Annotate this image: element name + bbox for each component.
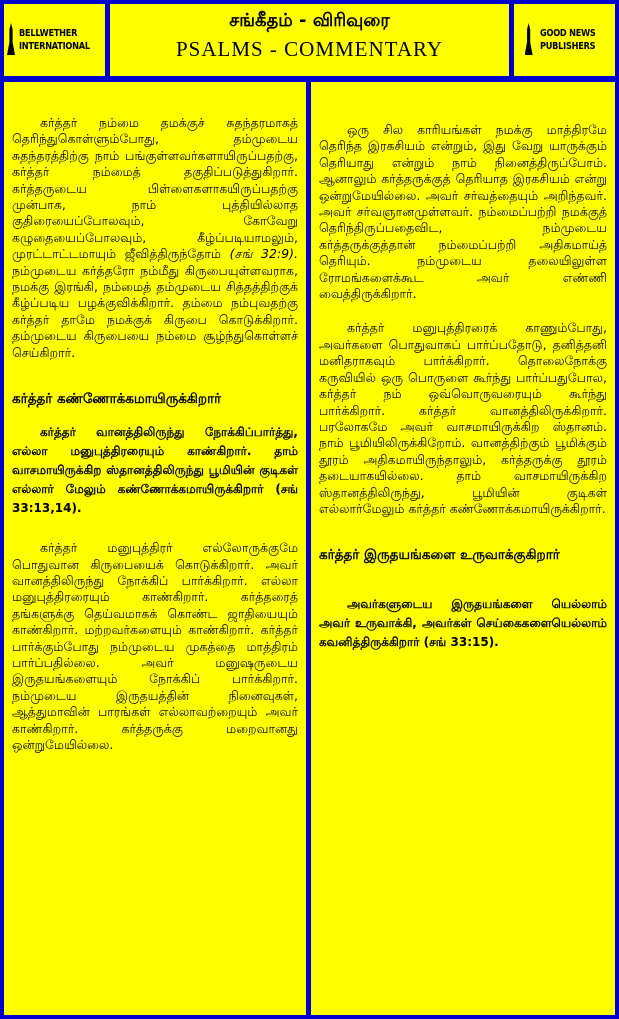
title-tamil: சங்கீதம் - விரிவுரை [229, 10, 390, 31]
lighthouse-icon [4, 21, 15, 59]
bellwether-logo [4, 4, 105, 76]
right-paragraph-2: கர்த்தர் மனுபுத்திரரைக் காணும்போது, அவர்களை பொதுவாகப் பார்ப்பதோடு, தனித்தனி மனிதராகவும் பார்க்கிறார். தொலைநோக்கு கருவியில் ஒரு பொருளை கூர்ந்து பார்ப்பதுபோல, கர்த்தர் நம் ஒவ்வொருவரையும் கூர்ந்து பார்க்கிறார். கர்த்தர் வானத்திலிருக்கிறார். பரலோகமே அவர் வாசமாயிருக்கிற ஸ்தானம். நாம் பூமியிலிருக்கிறோம். வானத்திற்கும் பூமிக்கும் தூரம் அதிகமாயிருந்தாலும், கர்த்தருக்கு தூரம் தடையாகயில்லை. தாம் வாசமாயிருக்கிற ஸ்தானத்திலிருந்து, பூமியின் குடிகள் எல்லார்மேலும் கர்த்தர் கண்ணோக்கமாயிருக்கிறார். [319, 320, 607, 516]
left-heading-1: கர்த்தர் கண்ணோக்கமாயிருக்கிறார் [12, 391, 222, 408]
logo-line1: BELLWETHER [18, 28, 77, 39]
right-verse-1: அவர்களுடைய இருதயங்களை யெல்லாம் அவர் உருவாக்கி, அவர்கள் செய்கைகளையெல்லாம் கவனித்திருக்கிறார் (சங் 33:15). [319, 597, 607, 650]
right-paragraph-1: ஒரு சில காரியங்கள் நமக்கு மாத்திரமே தெரிந்த இரகசியம் என்றும், இது வேறு யாருக்கும் தெரியாது என்றும் நாம் நினைத்திருப்போம். ஆனாலும் கர்த்தருக்குத் தெரியாத இரகசியம் என்று ஒன்றுமேயில்லை. அவர் சர்வத்தையும் அறிந்தவர். அவர் சர்வஞானமுள்ளவர். நம்மைப்பற்றி நமக்குத் தெரிந்திருப்பதைவிட, நம்முடைய கர்த்தருக்குத்தான் நம்மைப்பற்றி அதிகமாய்த் தெரியும். நம்முடைய தலையிலுள்ள ரோமங்களைக்கூட அவர் எண்ணி வைத்திருக்கிறார். [319, 122, 607, 302]
left-paragraph-2: கர்த்தர் மனுபுத்திரர் எல்லோருக்குமே பொதுவான கிருபையைக் கொடுக்கிறார். அவர் வானத்திலிருந்து நோக்கிப் பார்க்கிறார். எல்லா மனுபுத்திரரையும் காண்கிறார். கர்த்தரைத் தங்களுக்கு தெய்வமாகக் கொண்ட ஜாதியையும் காண்கிறார். மற்றவர்களையும் காண்கிறார். கர்த்தர் பார்க்கும்போது நம்முடைய முகத்தை மாத்திரம் பார்ப்பதில்லை. அவர் மனுஷருடைய இருதயங்களையும் நோக்கிப் பார்க்கிறார். நம்முடைய இருதயத்தின் நினைவுகள், ஆத்துமாவின் பாரங்கள் எல்லாவற்றையும் அவர் காண்கிறார். கர்த்தருக்கு மறைவானது ஒன்றுமேயில்லை. [12, 540, 298, 752]
logo-line2: INTERNATIONAL [18, 41, 90, 52]
frame-right [615, 0, 619, 1019]
right-column [311, 82, 615, 1015]
left-verse-1: கர்த்தர் வானத்திலிருந்து நோக்கிப்பார்த்து, எல்லா மனுபுத்திரரையும் காண்கிறார். தாம் வாசமாயிருக்கிற ஸ்தானத்திலிருந்து பூமியின் குடிகள் எல்லார் மேலும் கண்ணோக்கமாயிருக்கிறார் (சங் 33:13,14). [12, 425, 298, 516]
left-paragraph-1: கர்த்தர் நம்மை தமக்குச் சுதந்தரமாகத் தெரிந்துகொள்ளும்போது, தம்முடைய சுதந்தரத்திற்கு நாம் பங்குள்ளவர்களாயிருப்பதற்கு, கர்த்தர் நம்மைத் தகுதிப்படுத்துகிறார். கர்த்தருடைய பிள்ளைகளாகயிருப்பதற்கு முன்பாக, நாம் புத்தியில்லாத குதிரையைப்போலவும், கோவேறு கழுதையைப்போலவும், கீழ்ப்படியாமலும், முரட்டாட்டமாயும் ஜீவித்திருந்தோம் (சங் 32:9). நம்முடைய கர்த்தரோ நம்மீது கிருபையுள்ளவராக, நமக்கு இரங்கி, நம்மைத் தம்முடைய சித்தத்திற்குக் கீழ்ப்படிய பழக்குவிக்கிறார். தம்மை நம்புவதற்கு கர்த்தர் தாமே நமக்குக் கிருபை கொடுக்கிறார். தம்முடைய கிருபையை நம்மை சூழ்ந்துகொள்ளச் செய்கிறார். [12, 115, 298, 360]
lighthouse-icon [522, 21, 536, 59]
logo-line2: PUBLISHERS [539, 41, 595, 52]
left-column [4, 82, 306, 1015]
page-title-block [110, 4, 509, 76]
good-news-logo [514, 4, 615, 76]
right-heading-1: கர்த்தர் இருதயங்களை உருவாக்குகிறார் [319, 547, 560, 564]
logo-line1: GOOD NEWS [539, 28, 596, 39]
title-english: PSALMS - COMMENTARY [175, 37, 444, 61]
